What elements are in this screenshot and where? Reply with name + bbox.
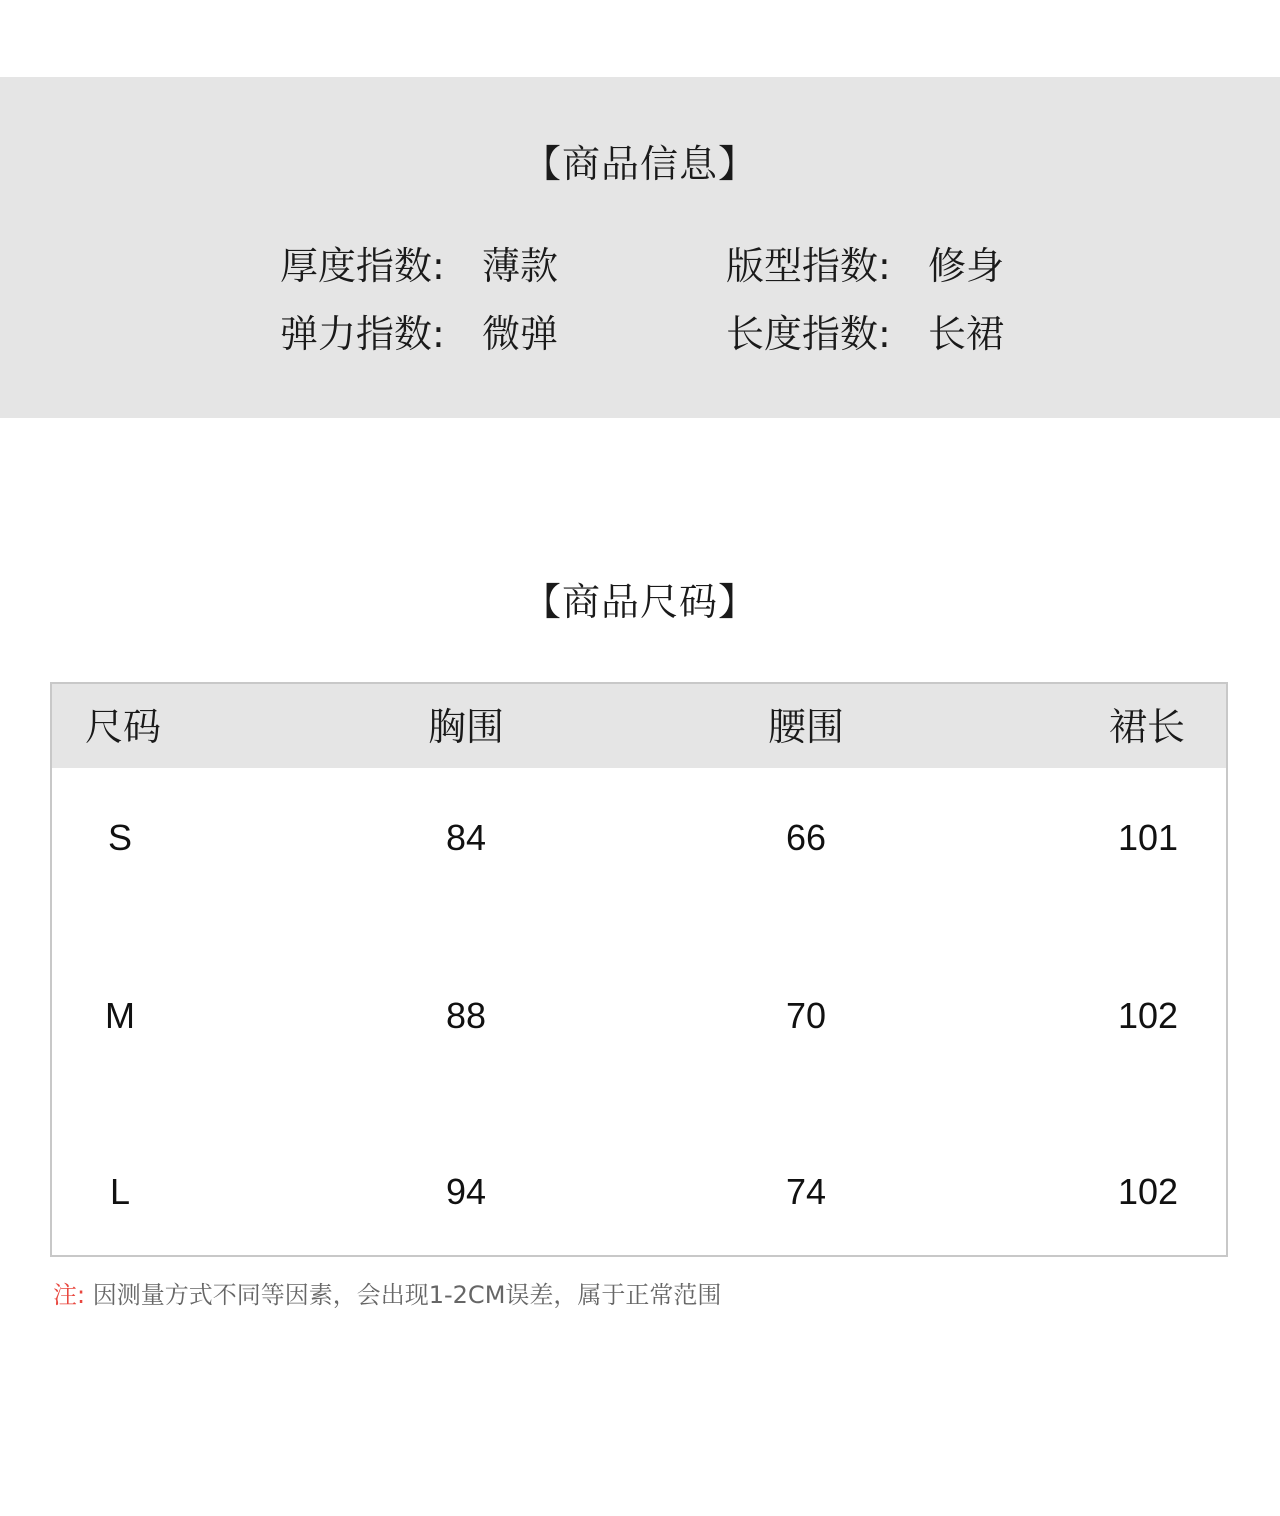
cell-length: 102 bbox=[1117, 1171, 1179, 1212]
note-prefix: 注: bbox=[53, 1281, 86, 1309]
info-item-thickness bbox=[280, 243, 558, 289]
header-size: 尺码 bbox=[85, 705, 162, 749]
header-length: 裙长 bbox=[1109, 705, 1186, 749]
info-item-fit bbox=[726, 243, 1004, 289]
cell-size: S bbox=[107, 817, 132, 858]
product-info-section bbox=[0, 77, 1280, 418]
info-label: 弹力指数: bbox=[280, 312, 445, 356]
info-value: 微弹 bbox=[482, 312, 559, 356]
info-label: 厚度指数: bbox=[280, 244, 445, 288]
cell-length: 101 bbox=[1117, 817, 1179, 858]
cell-waist: 66 bbox=[785, 817, 827, 858]
header-waist: 腰围 bbox=[768, 705, 845, 749]
cell-waist: 74 bbox=[785, 1171, 827, 1212]
measurement-note bbox=[53, 1280, 721, 1310]
info-label: 长度指数: bbox=[726, 312, 891, 356]
size-table bbox=[50, 682, 1228, 1257]
info-item-length bbox=[726, 311, 1004, 357]
product-info-title: 【商品信息】 bbox=[522, 142, 757, 186]
cell-waist: 70 bbox=[785, 995, 827, 1036]
info-label: 版型指数: bbox=[726, 244, 891, 288]
cell-bust: 94 bbox=[445, 1171, 487, 1212]
info-value: 薄款 bbox=[482, 244, 559, 288]
info-item-elasticity bbox=[280, 311, 558, 357]
cell-size: M bbox=[105, 995, 135, 1036]
cell-bust: 88 bbox=[445, 995, 487, 1036]
size-chart-title: 【商品尺码】 bbox=[522, 580, 757, 624]
cell-bust: 84 bbox=[445, 817, 487, 858]
info-value: 修身 bbox=[928, 244, 1005, 288]
cell-size: L bbox=[109, 1171, 131, 1212]
cell-length: 102 bbox=[1117, 995, 1179, 1036]
info-value: 长裙 bbox=[928, 312, 1005, 356]
header-bust: 胸围 bbox=[428, 705, 505, 749]
table-header-row bbox=[52, 684, 1226, 768]
note-text: 因测量方式不同等因素，会出现1-2CM误差，属于正常范围 bbox=[92, 1281, 722, 1309]
